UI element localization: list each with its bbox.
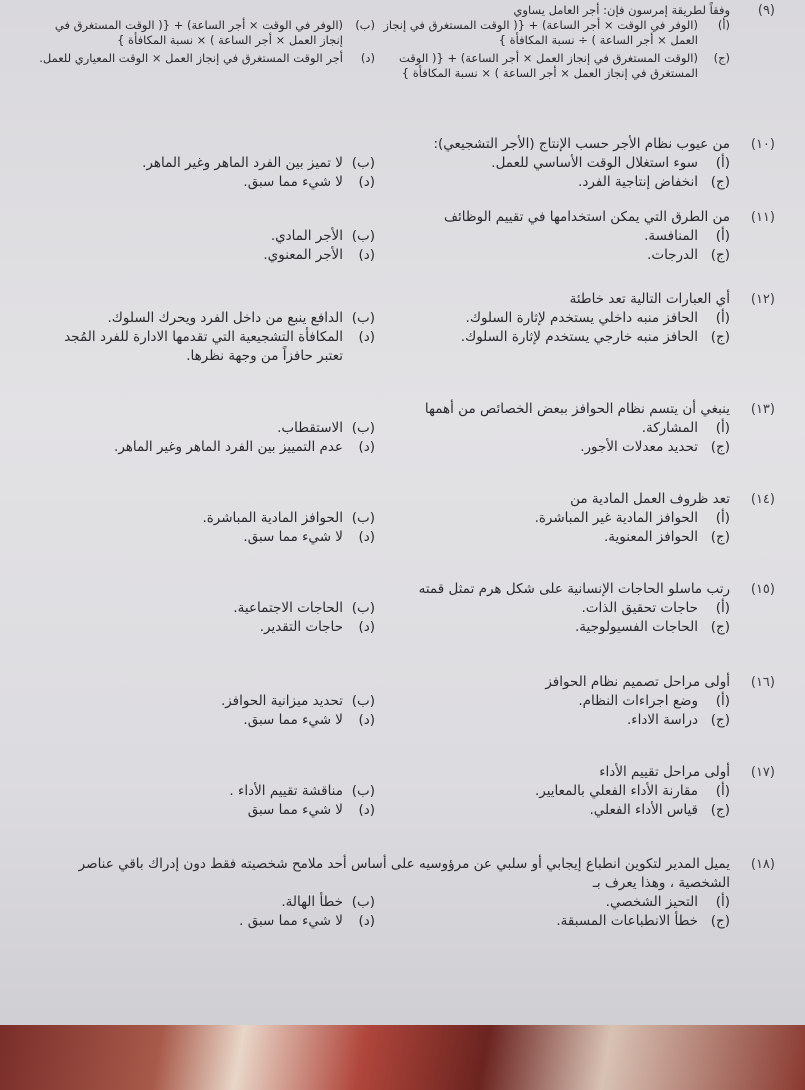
option-c[interactable] (375, 618, 730, 637)
option-text: الحاجات الاجتماعية. (233, 600, 343, 616)
option-text: حاجات تحقيق الذات. (581, 600, 698, 616)
option-label: (ج) (710, 439, 730, 455)
question-number: (١٢) (750, 292, 775, 307)
option-b[interactable] (35, 419, 375, 438)
option-a[interactable] (375, 419, 730, 438)
question-17 (30, 763, 775, 820)
question-number: (١٠) (750, 137, 775, 152)
option-text: الأجر المادي. (270, 228, 343, 244)
question-number: (١١) (750, 210, 775, 225)
option-label: (ب) (351, 510, 375, 526)
option-label: (ب) (351, 894, 375, 910)
option-label: (د) (358, 712, 375, 728)
question-12 (30, 290, 775, 366)
option-text: الاستقطاب. (277, 420, 343, 436)
option-label: (د) (358, 247, 375, 263)
option-d[interactable] (35, 618, 375, 637)
option-text: الحوافز المادية المباشرة. (202, 510, 343, 526)
question-text: ينبغي أن يتسم نظام الحوافز ببعض الخصائص من أهمها (424, 401, 730, 417)
option-label: (ب) (355, 18, 375, 32)
question-text: من عيوب نظام الأجر حسب الإنتاج (الأجر التشجيعي): (433, 136, 730, 152)
option-b[interactable] (35, 309, 375, 328)
option-c[interactable] (375, 801, 730, 820)
option-text: حاجات التقدير. (259, 619, 343, 635)
question-number: (١٦) (750, 675, 775, 690)
option-label: (أ) (715, 783, 730, 799)
option-label: (أ) (717, 18, 730, 32)
option-b[interactable] (35, 154, 375, 173)
option-text: لا شيء مما سبق . (239, 913, 343, 929)
option-a[interactable] (375, 782, 730, 801)
question-text: أولى مراحل تصميم نظام الحوافز (545, 674, 730, 690)
option-label: (ب) (351, 600, 375, 616)
question-text: أي العبارات التالية تعد خاطئة (569, 291, 730, 307)
option-a[interactable] (375, 309, 730, 328)
option-c[interactable] (375, 173, 730, 192)
option-b[interactable] (35, 599, 375, 618)
option-label: (د) (358, 329, 375, 345)
option-text: الأجر المعنوي. (263, 247, 343, 263)
option-text: الحوافز المادية غير المباشرة. (534, 510, 698, 526)
option-text: الحاجات الفسيولوجية. (575, 619, 698, 635)
option-text: التحيز الشخصي. (605, 894, 698, 910)
option-label: (أ) (715, 510, 730, 526)
question-16 (30, 673, 775, 730)
option-label: (د) (358, 529, 375, 545)
option-text: سوء استغلال الوقت الأساسي للعمل. (491, 155, 698, 171)
option-text: لا شيء مما سبق. (243, 529, 343, 545)
option-label: (د) (358, 619, 375, 635)
question-text: أولى مراحل تقييم الأداء (599, 764, 730, 780)
option-text: لا شيء مما سبق (247, 802, 343, 818)
question-number: (١٥) (750, 582, 775, 597)
option-label: (ب) (351, 155, 375, 171)
option-text: أجر الوقت المستغرق في إنجاز العمل × الوقت المعياري للعمل. (39, 51, 343, 65)
option-text: (الوقت المستغرق في إنجاز العمل × أجر الساعة) + {( الوقت المستغرق في إنجاز العمل × أجر الساعة ) × نسبة المكافأة } (398, 51, 698, 80)
option-label: (د) (358, 913, 375, 929)
question-9 (30, 3, 775, 84)
background-fabric (0, 1025, 805, 1090)
option-text: وضع اجراءات النظام. (578, 693, 698, 709)
question-11 (30, 208, 775, 265)
option-label: (ب) (351, 693, 375, 709)
option-c[interactable] (375, 328, 730, 366)
option-text: دراسة الاداء. (627, 712, 698, 728)
option-text: خطأ الانطباعات المسبقة. (556, 913, 698, 929)
option-label: (ب) (351, 228, 375, 244)
option-text: الحوافز المعنوية. (603, 529, 698, 545)
option-b[interactable] (35, 782, 375, 801)
option-text: الدرجات. (647, 247, 698, 263)
question-number: (١٤) (750, 492, 775, 507)
option-d[interactable] (35, 438, 375, 457)
option-b[interactable] (35, 509, 375, 528)
option-text: تحديد ميزانية الحوافز. (220, 693, 343, 709)
option-c[interactable] (375, 711, 730, 730)
question-18 (30, 855, 775, 931)
question-text: رتب ماسلو الحاجات الإنسانية على شكل هرم تمثل قمته (418, 581, 730, 597)
option-label: (ج) (710, 329, 730, 345)
option-label: (ج) (710, 802, 730, 818)
option-text: مناقشة تقييم الأداء . (229, 783, 343, 799)
option-a[interactable] (375, 692, 730, 711)
question-number: (٩) (757, 3, 775, 18)
question-15 (30, 580, 775, 637)
option-d[interactable] (35, 51, 375, 81)
question-text: من الطرق التي يمكن استخدامها في تقييم الوظائف (444, 209, 730, 225)
option-text: لا شيء مما سبق. (243, 712, 343, 728)
option-label: (أ) (715, 155, 730, 171)
option-text: لا تميز بين الفرد الماهر وغير الماهر. (142, 155, 343, 171)
option-label: (ج) (710, 913, 730, 929)
option-a[interactable] (375, 509, 730, 528)
option-a[interactable] (375, 599, 730, 618)
option-label: (د) (358, 439, 375, 455)
option-a[interactable] (375, 227, 730, 246)
option-b[interactable] (35, 227, 375, 246)
option-a[interactable] (375, 893, 730, 912)
option-label: (ج) (713, 51, 730, 65)
option-text: المشاركة. (641, 420, 698, 436)
option-c[interactable] (375, 246, 730, 265)
question-10 (30, 135, 775, 192)
option-label: (ب) (351, 310, 375, 326)
option-d[interactable] (35, 173, 375, 192)
question-number: (١٧) (750, 765, 775, 780)
option-text: الدافع ينبع من داخل الفرد ويحرك السلوك. (107, 310, 343, 326)
option-text: الحافز منبه داخلي يستخدم لإثارة السلوك. (465, 310, 698, 326)
option-label: (أ) (715, 420, 730, 436)
option-b[interactable] (35, 893, 375, 912)
option-d[interactable] (35, 528, 375, 547)
option-label: (ج) (710, 619, 730, 635)
option-text: (الوفر في الوقت × أجر الساعة) + {( الوقت المستغرق في إنجاز العمل × أجر الساعة ) × نسبة المكافأة } (54, 18, 343, 47)
option-text: عدم التمييز بين الفرد الماهر وغير الماهر. (114, 439, 343, 455)
option-text: انخفاض إنتاجية الفرد. (578, 174, 698, 190)
option-b[interactable] (35, 692, 375, 711)
option-text: المكافأة التشجيعية التي تقدمها الادارة للفرد المُجد تعتبر حافزاً من وجهة نظرها. (64, 329, 343, 364)
question-text: وفقاً لطريقة إمرسون فإن: أجر العامل يساوي (513, 3, 730, 17)
option-d[interactable] (35, 912, 375, 931)
question-text: يميل المدير لتكوين انطباع إيجابي أو سلبي عن مرؤوسيه على أساس أحد ملامح شخصيته فقط دون إدراك باقي عناصر الشخصية ، وهذا يعرف بـ (78, 856, 730, 891)
option-label: (أ) (715, 310, 730, 326)
option-d[interactable] (35, 328, 375, 366)
question-13 (30, 400, 775, 457)
option-label: (ب) (351, 783, 375, 799)
option-c[interactable] (375, 438, 730, 457)
option-label: (ج) (710, 529, 730, 545)
option-d[interactable] (35, 246, 375, 265)
question-number: (١٨) (750, 857, 775, 872)
option-label: (أ) (715, 228, 730, 244)
option-text: تحديد معدلات الأجور. (580, 439, 698, 455)
option-text: لا شيء مما سبق. (243, 174, 343, 190)
option-label: (د) (358, 174, 375, 190)
option-text: (الوفر في الوقت × أجر الساعة) + {( الوقت المستغرق في إنجاز العمل × أجر الساعة ) ÷ نسبة المكافأة } (383, 18, 698, 47)
option-label: (ج) (710, 712, 730, 728)
question-number: (١٣) (750, 402, 775, 417)
option-c[interactable] (375, 528, 730, 547)
option-label: (ج) (710, 174, 730, 190)
option-label: (د) (358, 802, 375, 818)
option-a[interactable] (375, 18, 730, 48)
option-label: (ب) (351, 420, 375, 436)
question-14 (30, 490, 775, 547)
option-d[interactable] (35, 801, 375, 820)
option-label: (أ) (715, 600, 730, 616)
option-b[interactable] (35, 18, 375, 48)
option-text: خطأ الهالة. (281, 894, 343, 910)
option-text: قياس الأداء الفعلي. (589, 802, 698, 818)
option-text: الحافز منبه خارجي يستخدم لإثارة السلوك. (460, 329, 698, 345)
question-text: تعد ظروف العمل المادية من (570, 491, 730, 507)
option-label: (أ) (715, 894, 730, 910)
option-label: (ج) (710, 247, 730, 263)
option-text: المنافسة. (644, 228, 698, 244)
option-label: (أ) (715, 693, 730, 709)
option-c[interactable] (375, 912, 730, 931)
option-d[interactable] (35, 711, 375, 730)
option-text: مقارنة الأداء الفعلي بالمعايير. (534, 783, 698, 799)
option-label: (د) (360, 51, 375, 65)
option-c[interactable] (375, 51, 730, 81)
option-a[interactable] (375, 154, 730, 173)
